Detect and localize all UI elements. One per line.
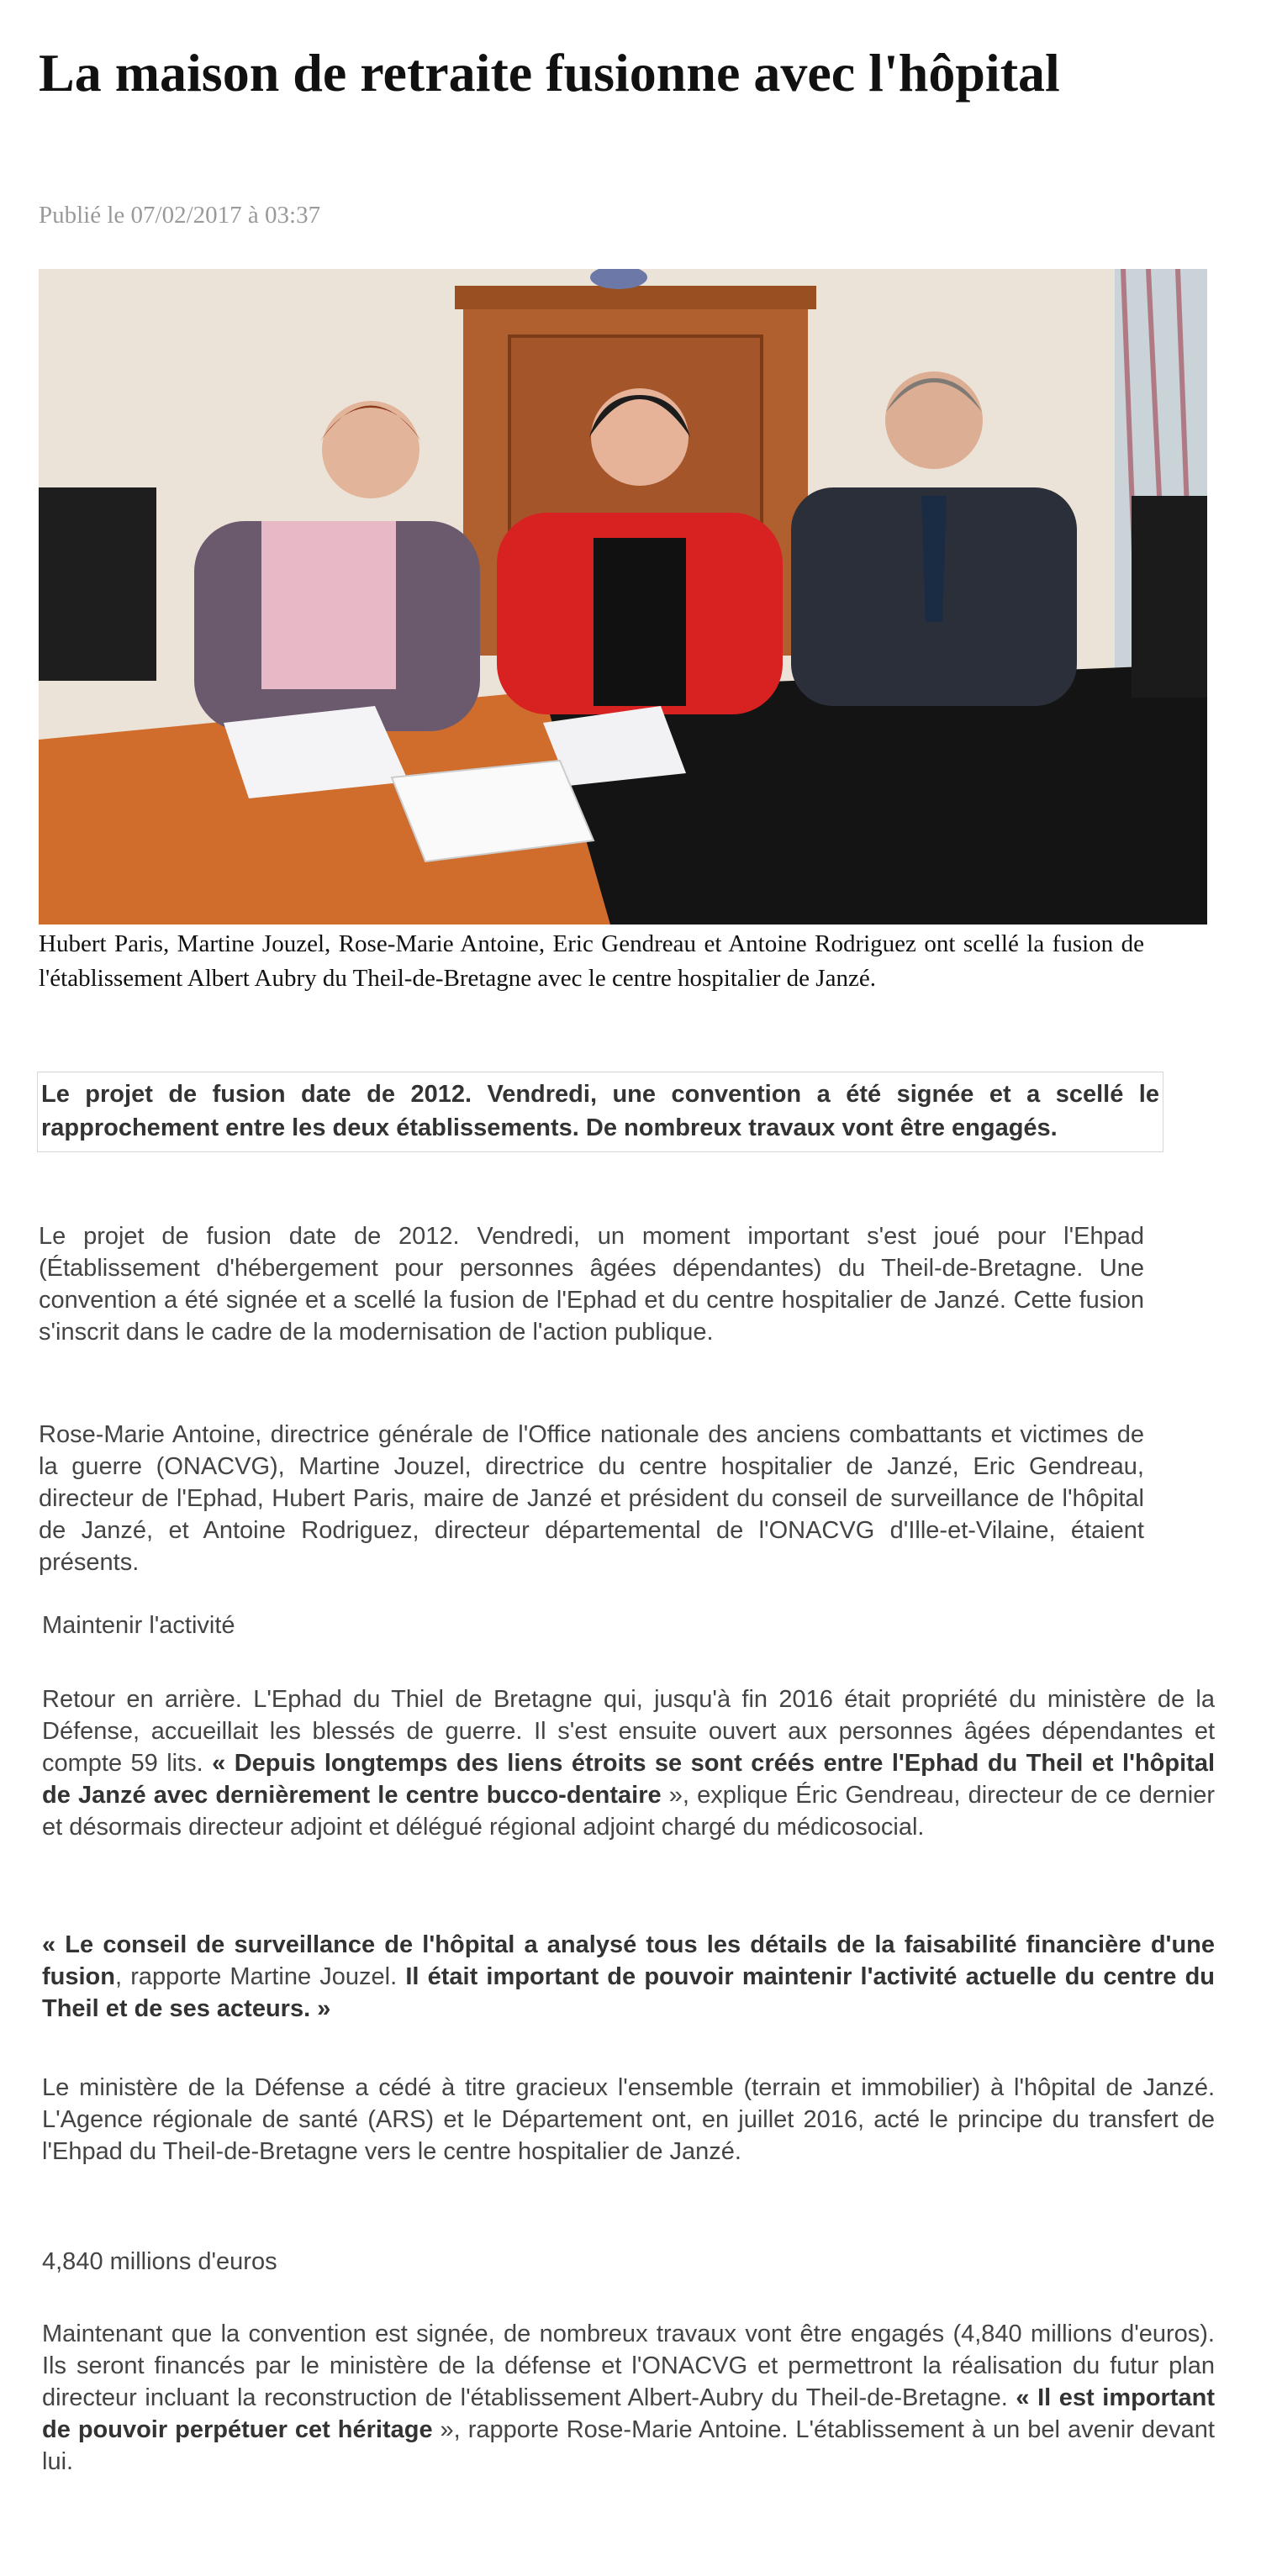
paragraph-intro: Le projet de fusion date de 2012. Vendredi, un moment important s'est joué pour l'Ehpad (Établissement d'hébergement pour personnes âgées dépendantes) du Theil-de-Bretagne. Une convention a été signée et a scellé la fusion de l'Ephad et du centre hospitalier de Janzé. Cette fusion s'inscrit dans le cadre de la modernisation de l'action publique. <box>39 1223 1144 1346</box>
paragraph-history-attribution: », explique Éric Gendreau, directeur de ce dernier et désormais directeur adjoint et délégué régional adjoint chargé du médicosocial. <box>42 1782 1215 1841</box>
quote-antoine: « Il est important de pouvoir perpétuer cet héritage <box>42 2384 1216 2443</box>
paragraph-history-text: Retour en arrière. L'Ephad du Thiel de Bretagne qui, jusqu'à fin 2016 était propriété du ministère de la Défense, accueillait les blessés de guerre. Il s'est ensuite ouvert aux personnes âgées dépendantes et compte 59 lits. <box>42 1686 1215 1777</box>
quote-gendreau: « Depuis longtemps des liens étroits se sont créés entre l'Ephad du Theil et l'hôpital de Janzé avec dernièrement le centre bucco-dentaire <box>42 1750 1216 1809</box>
article-lead: Le projet de fusion date de 2012. Vendredi, une convention a été signée et a scellé le rapprochement entre les deux établissements. De nombreux travaux vont être engagés. <box>37 1072 1163 1152</box>
section-heading-millions: 4,840 millions d'euros <box>42 2248 277 2275</box>
paragraph-transfer: Le ministère de la Défense a cédé à titre gracieux l'ensemble (terrain et immobilier) à l'hôpital de Janzé. L'Agence régionale de santé (ARS) et le Département ont, en juillet 2016, acté le principe du transfert de l'Ehpad du Theil-de-Bretagne vers le centre hospitalier de Janzé. <box>42 2074 1215 2165</box>
article-photo <box>39 269 1207 925</box>
paragraph-works <box>42 2318 1215 2478</box>
photo-caption: Hubert Paris, Martine Jouzel, Rose-Marie Antoine, Eric Gendreau et Antoine Rodriguez ont scellé la fusion de l'établissement Albert Aubry du Theil-de-Bretagne avec le centre hospitalier de Janzé. <box>39 930 1144 992</box>
signing-ceremony-photo <box>39 269 1207 925</box>
publication-date: Publié le 07/02/2017 à 03:37 <box>39 202 321 229</box>
paragraph-history <box>42 1683 1215 1843</box>
paragraph-jouzel <box>42 1929 1215 2025</box>
paragraph-attendees: Rose-Marie Antoine, directrice générale de l'Office nationale des anciens combattants et victimes de la guerre (ONACVG), Martine Jouzel, directrice du centre hospitalier de Janzé, Eric Gendreau, directeur de l'Ephad, Hubert Paris, maire de Janzé et président du conseil de surveillance de l'hôpital de Janzé, et Antoine Rodriguez, directeur départemental de l'ONACVG d'Ille-et-Vilaine, étaient présents. <box>39 1421 1144 1576</box>
quote-jouzel-2: Il était important de pouvoir maintenir l'activité actuelle du centre du Theil et de ses acteurs. » <box>42 1963 1215 2022</box>
quote-jouzel-1: « Le conseil de surveillance de l'hôpital a analysé tous les détails de la faisabilité financière d'une fusion <box>42 1931 1215 1990</box>
paragraph-works-text: Maintenant que la convention est signée, de nombreux travaux vont être engagés (4,840 millions d'euros). Ils seront financés par le ministère de la défense et l'ONACVG et permettront la réalisation du futur plan directeur incluant la reconstruction de l'établissement Albert-Aubry du Theil-de-Bretagne. <box>42 2321 1215 2411</box>
paragraph-jouzel-attribution: , rapporte Martine Jouzel. <box>115 1963 406 1990</box>
paragraph-works-attribution: », rapporte Rose-Marie Antoine. L'établissement à un bel avenir devant lui. <box>42 2416 1215 2475</box>
article-title: La maison de retraite fusionne avec l'hôpital <box>39 43 1060 103</box>
section-heading-maintenir: Maintenir l'activité <box>42 1612 235 1639</box>
